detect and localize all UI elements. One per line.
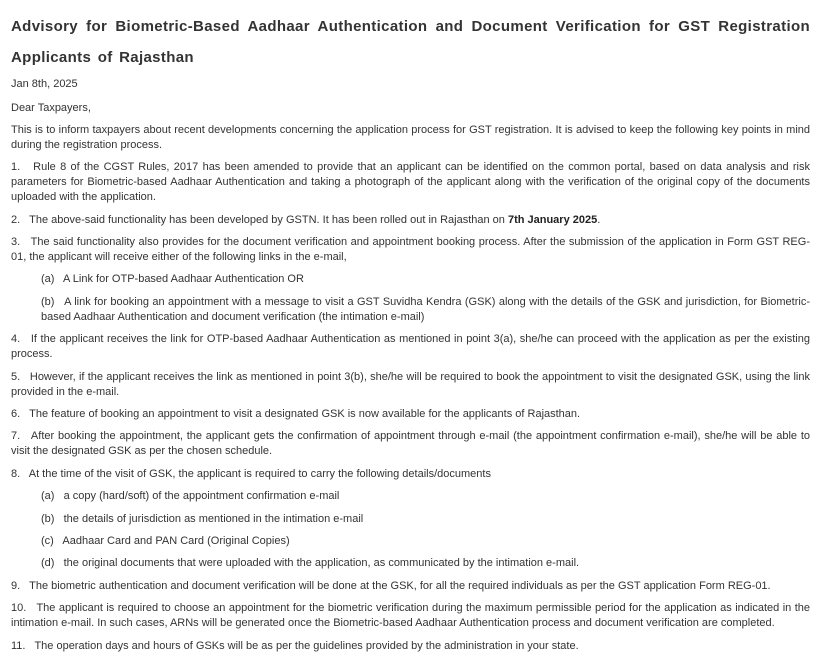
point-7: 7. After booking the appointment, the applicant gets the confirmation of appointment through e-mail (the appointment confirmation e-mail), she/he will be able to visit the designated GSK as per the chosen schedule. bbox=[11, 430, 810, 458]
point-10: 10. The applicant is required to choose an appointment for the biometric verification during the maximum permissible period for the application as indicated in the intimation e-mail. In such cases, ARNs will be generated once the Biometric-based Aadhaar Authentication process and document verification are completed. bbox=[11, 602, 810, 630]
point-5: 5. However, if the applicant receives the link as mentioned in point 3(b), she/he will be required to book the appointment to visit the designated GSK, using the link provided in the e-mail. bbox=[11, 370, 810, 398]
point-8a: (a) a copy (hard/soft) of the appointment confirmation e-mail bbox=[41, 490, 340, 503]
point-2 bbox=[11, 213, 810, 228]
advisory-date: Jan 8th, 2025 bbox=[11, 78, 78, 90]
point-3b: (b) A link for booking an appointment with a message to visit a GST Suvidha Kendra (GSK) along with the details of the GSK and jurisdiction, for Biometric-based Aadhaar Authentication and document verification (the intimation e-mail) bbox=[41, 295, 810, 323]
point-6: 6. The feature of booking an appointment to visit a designated GSK is now available for the applicants of Rajasthan. bbox=[11, 408, 581, 421]
point-3a: (a) A Link for OTP-based Aadhaar Authentication OR bbox=[41, 273, 304, 286]
intro-paragraph: This is to inform taxpayers about recent developments concerning the application process for GST registration. It is advised to keep the following key points in mind during the registration process. bbox=[11, 123, 810, 151]
point-8c: (c) Aadhaar Card and PAN Card (Original Copies) bbox=[41, 534, 290, 547]
point-8b: (b) the details of jurisdiction as mentioned in the intimation e-mail bbox=[41, 512, 364, 525]
point-8: 8. At the time of the visit of GSK, the applicant is required to carry the following details/documents bbox=[11, 467, 491, 480]
point-2-text: 2. The above-said functionality has been developed by GSTN. It has been rolled out in Rajasthan on bbox=[11, 213, 508, 226]
point-9: 9. The biometric authentication and document verification will be done at the GSK, for all the required individuals as per the GST application Form REG-01. bbox=[11, 579, 771, 592]
rollout-date: 7th January 2025 bbox=[507, 213, 598, 226]
advisory-title: Advisory for Biometric-Based Aadhaar Authentication and Document Verification for GST Registration Applicants of Rajasthan bbox=[11, 18, 810, 66]
point-1: 1. Rule 8 of the CGST Rules, 2017 has been amended to provide that an applicant can be identified on the common portal, based on data analysis and risk parameters for Biometric-based Aadhaar Authentication and taking a photograph of the applicant along with the verification of the original copy of the documents uploaded with the application. bbox=[11, 161, 810, 204]
point-2-end: . bbox=[597, 213, 601, 226]
point-4: 4. If the applicant receives the link for OTP-based Aadhaar Authentication as mentioned in point 3(a), she/he can proceed with the application as per the existing process. bbox=[11, 333, 810, 361]
point-3: 3. The said functionality also provides for the document verification and appointment booking process. After the submission of the application in Form GST REG-01, the applicant will receive either of the following links in the e-mail, bbox=[11, 236, 810, 264]
salutation: Dear Taxpayers, bbox=[11, 101, 91, 114]
point-11: 11. The operation days and hours of GSKs will be as per the guidelines provided by the administration in your state. bbox=[11, 639, 579, 652]
point-8d: (d) the original documents that were uploaded with the application, as communicated by the intimation e-mail. bbox=[41, 557, 580, 570]
